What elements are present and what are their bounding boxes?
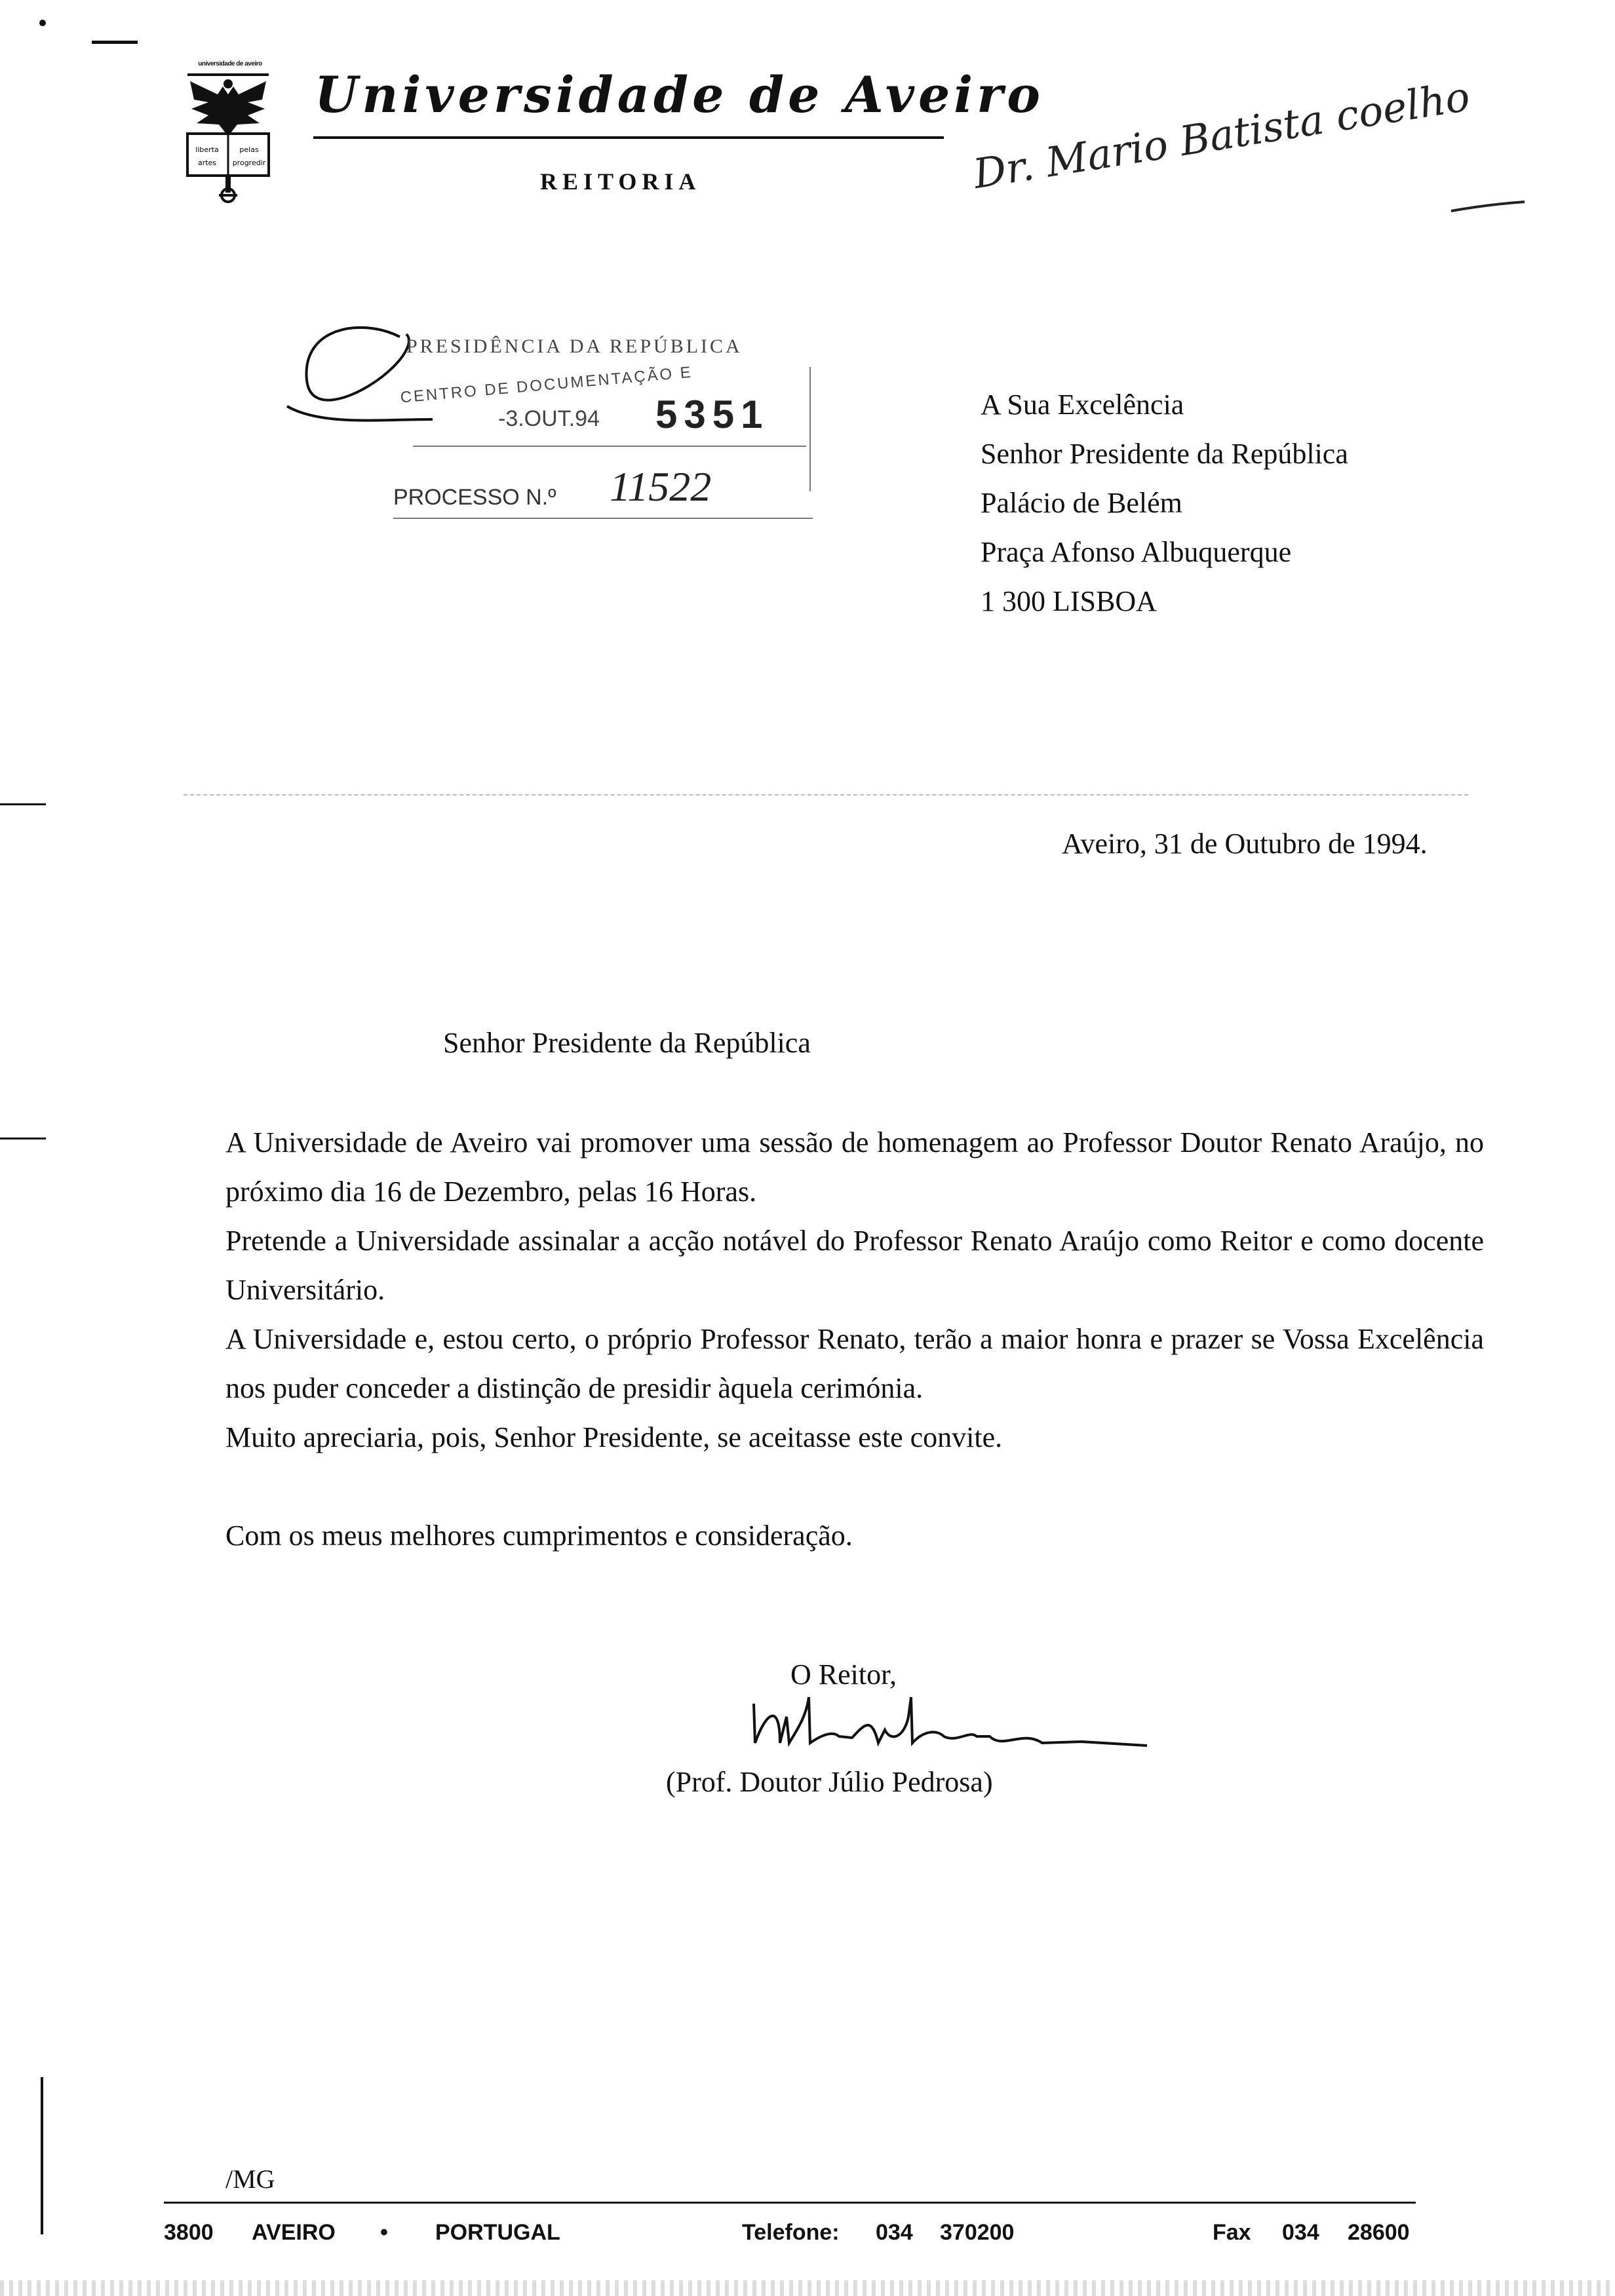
body-paragraph: A Universidade e, estou certo, o próprio Professor Renato, terão a maior honra e prazer se Vossa Excelência nos puder conceder a distinção de presidir àquela cerimónia. — [225, 1323, 1484, 1404]
fold-mark — [0, 803, 46, 805]
footer-phone-area: 034 — [876, 2220, 913, 2245]
stamp-process-number: 11522 — [610, 463, 712, 510]
stamp-line1: PRESIDÊNCIA DA REPÚBLICA — [406, 335, 743, 357]
scan-mark-arrow — [92, 41, 138, 44]
footer-fax-label: Fax — [1213, 2220, 1251, 2245]
fold-mark — [0, 1138, 46, 1139]
closing-line: Com os meus melhores cumprimentos e consideração. — [225, 1520, 853, 1552]
footer-fax-area: 034 — [1282, 2220, 1319, 2245]
body-paragraph: A Universidade de Aveiro vai promover uma sessão de homenagem ao Professor Doutor Renato Araújo, no próximo dia 16 de Dezembro, pelas 16 Horas. — [225, 1126, 1484, 1208]
address-line: Praça Afonso Albuquerque — [981, 536, 1292, 568]
footer-fax-number: 28600 — [1348, 2220, 1410, 2245]
footer-bullet: • — [380, 2220, 388, 2245]
stamp-rule — [413, 446, 806, 447]
signatory-name: (Prof. Doutor Júlio Pedrosa) — [666, 1766, 993, 1798]
address-line: A Sua Excelência — [981, 389, 1184, 421]
department-heading: REITORIA — [540, 168, 701, 195]
footer-postcode: 3800 — [164, 2220, 214, 2245]
logo-caption: universidade de aveiro — [198, 60, 262, 67]
university-title: Universidade de Aveiro — [315, 66, 1044, 124]
title-rule — [313, 136, 944, 139]
university-logo-icon — [185, 60, 271, 204]
footer-country: PORTUGAL — [435, 2220, 560, 2245]
body-paragraph: Muito apreciaria, pois, Senhor Presidente, se aceitasse este convite. — [225, 1421, 1003, 1453]
scan-mark — [39, 20, 46, 26]
book-text-3: artes — [197, 159, 217, 167]
salutation: Senhor Presidente da República — [443, 1027, 811, 1059]
stamp-border-right — [809, 367, 811, 491]
receipt-stamp — [282, 308, 826, 557]
book-text-1: liberta — [195, 145, 219, 154]
binding-mark — [41, 2077, 43, 2234]
signatory-title: O Reitor, — [790, 1658, 897, 1691]
stamp-date: -3.OUT.94 — [498, 406, 600, 431]
stamp-process-label: PROCESSO N.º — [393, 485, 556, 510]
book-text-2: pelas — [239, 145, 259, 154]
stamp-rule-2 — [393, 518, 813, 519]
handwritten-signature — [741, 1691, 1186, 1763]
address-line: Senhor Presidente da República — [981, 438, 1348, 470]
stamp-line2: CENTRO DE DOCUMENTAÇÃO E — [399, 363, 693, 407]
address-line: 1 300 LISBOA — [981, 585, 1157, 617]
footer-rule — [164, 2202, 1416, 2204]
book-text-4: progredir — [232, 159, 266, 167]
fold-separator — [184, 794, 1468, 795]
stamp-number: 5351 — [655, 392, 769, 436]
footer-phone-number: 370200 — [940, 2220, 1015, 2245]
recipient-address — [981, 380, 1348, 626]
letter-date: Aveiro, 31 de Outubro de 1994. — [1062, 828, 1428, 860]
scan-edge — [0, 2280, 1615, 2296]
address-line: Palácio de Belém — [981, 487, 1182, 519]
letter-body — [225, 1118, 1484, 1462]
footer-city: AVEIRO — [252, 2220, 336, 2245]
handwritten-note: Dr. Mario Batista coelho — [970, 72, 1473, 199]
body-paragraph: Pretende a Universidade assinalar a acção notável do Professor Renato Araújo como Reitor e como docente Universitário. — [225, 1225, 1484, 1306]
footer-phone-label: Telefone: — [742, 2220, 840, 2245]
handwritten-underline — [1449, 197, 1527, 216]
typist-initials: /MG — [225, 2164, 275, 2194]
